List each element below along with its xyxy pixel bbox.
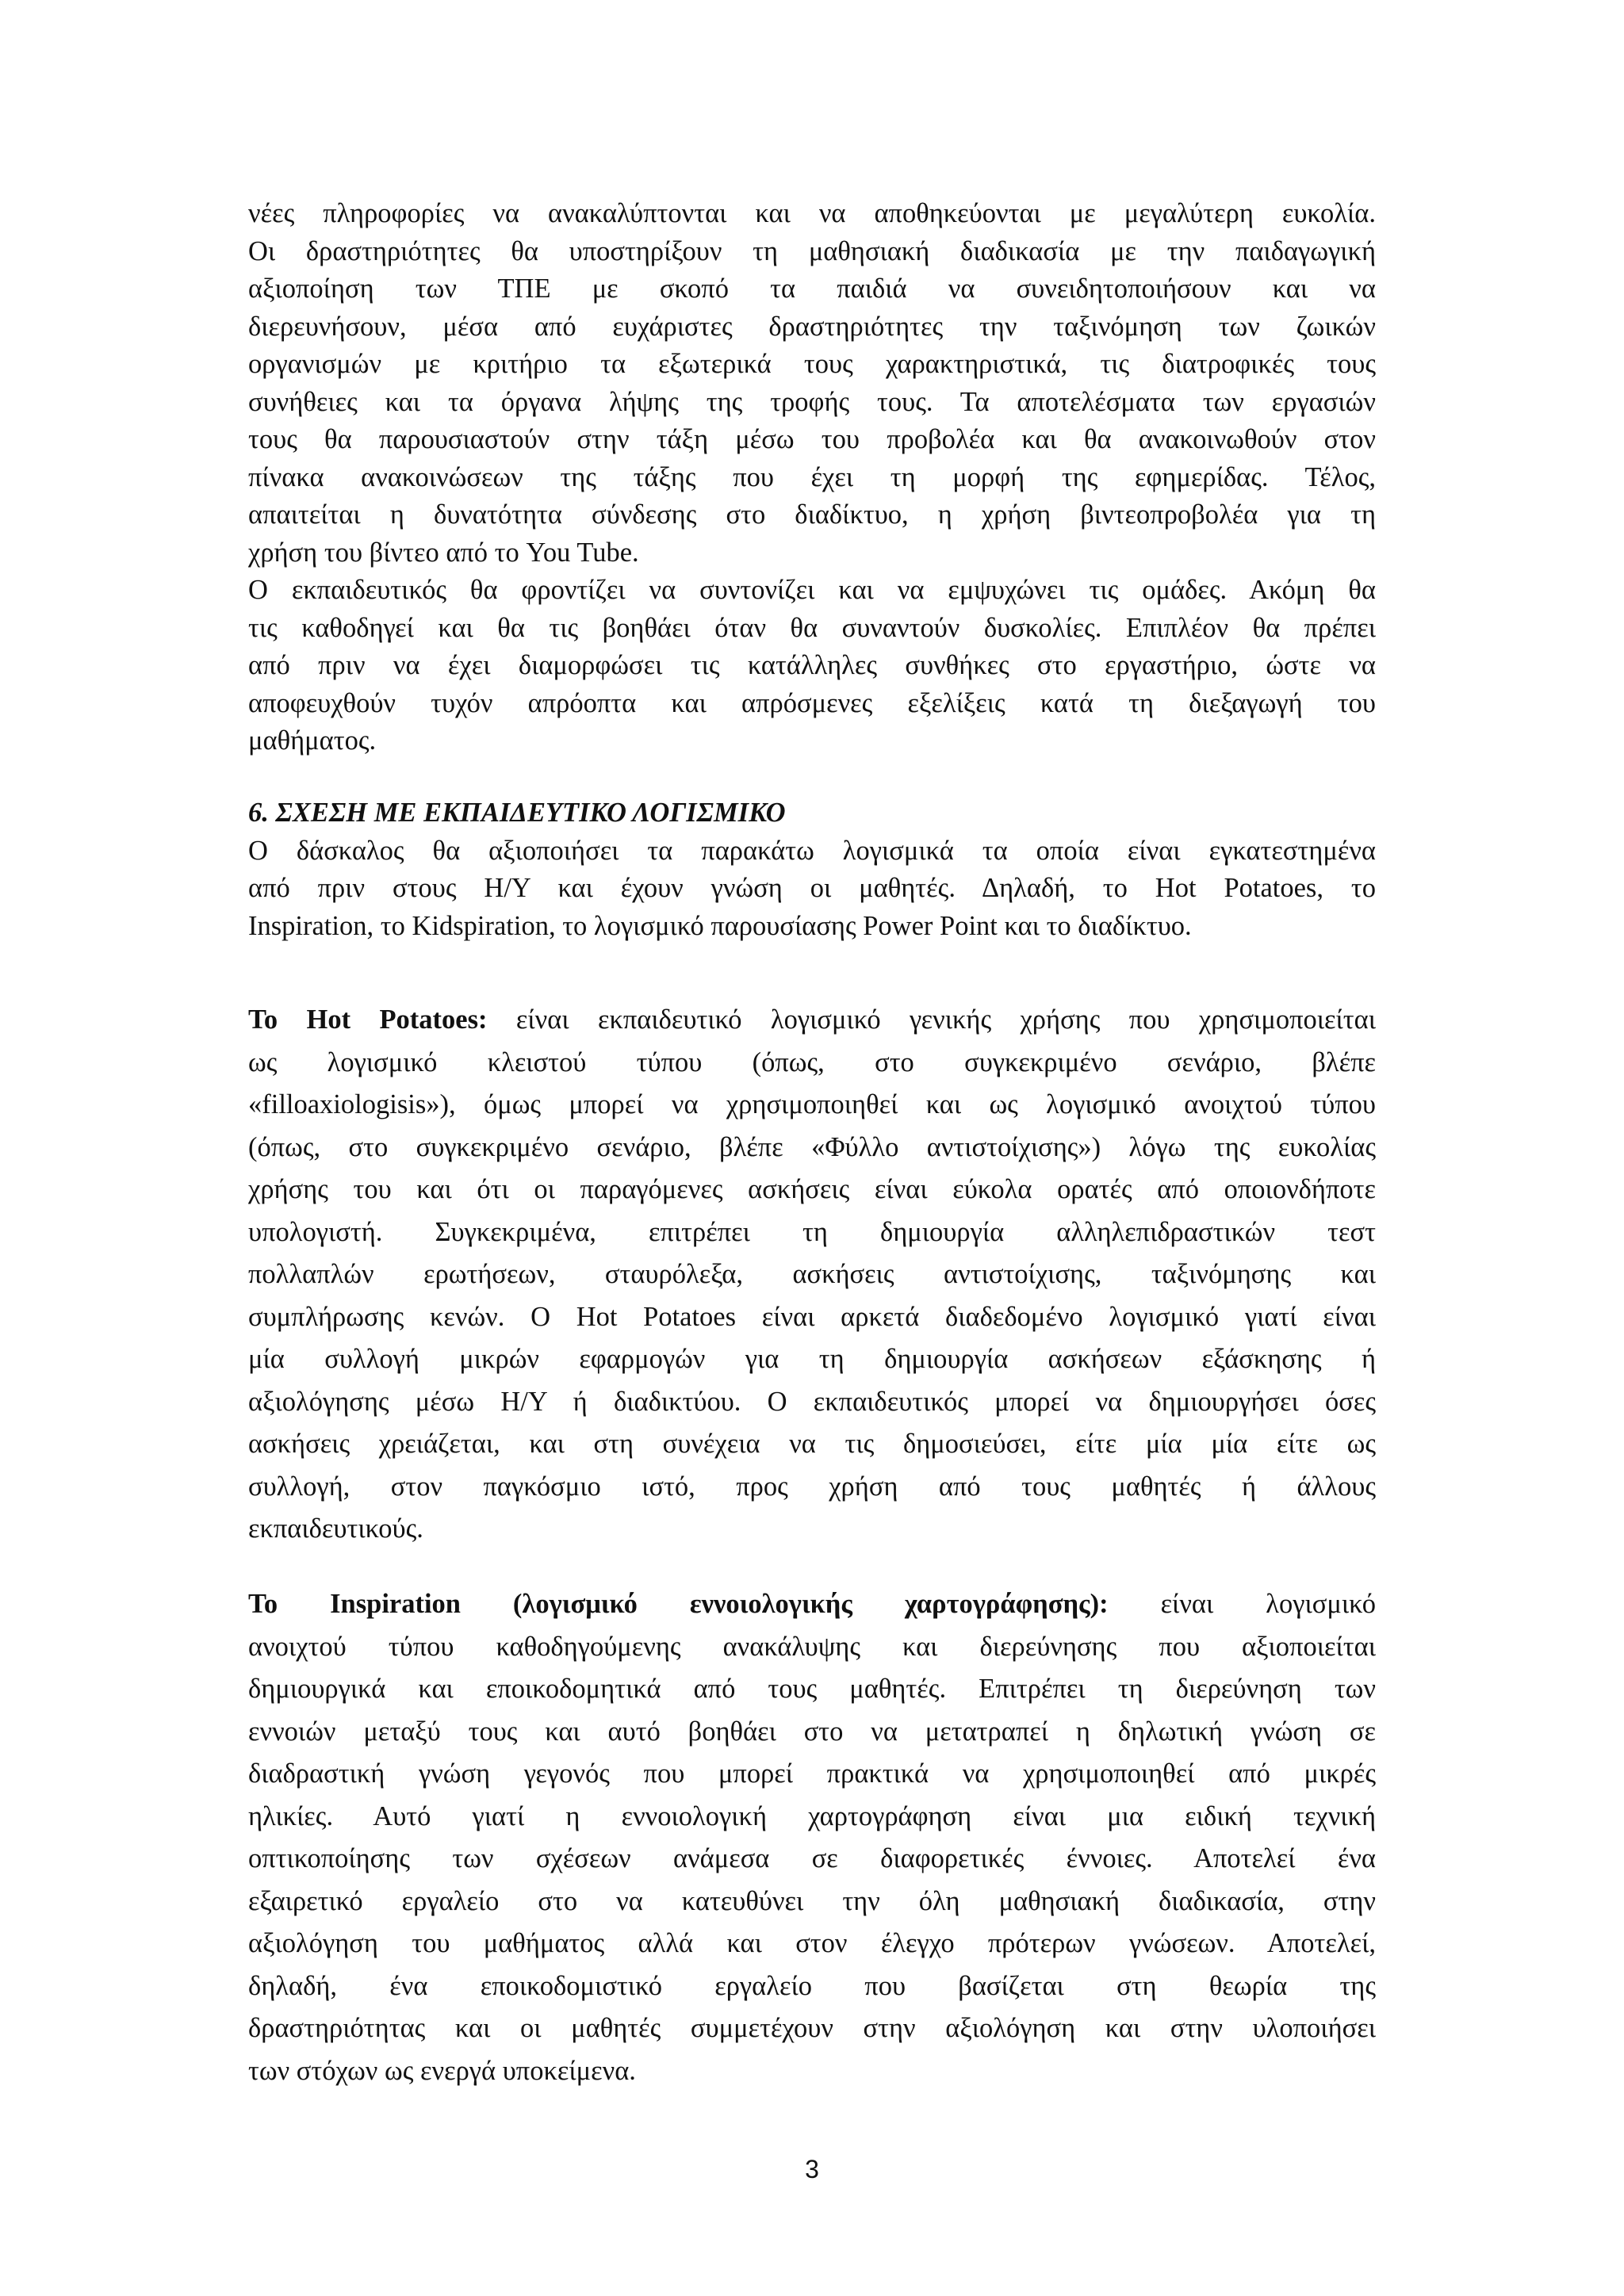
page-number: 3 <box>805 2155 819 2183</box>
text-line: μία συλλογή μικρών εφαρμογών για τη δημιουργία ασκήσεων εξάσκησης ή <box>248 1344 1376 1374</box>
text-line: μαθήματος. <box>248 725 377 756</box>
text-line: των στόχων ως ενεργά υποκείμενα. <box>248 2055 636 2086</box>
text-line: πίνακα ανακοινώσεων της τάξης που έχει τη μορφή της εφημερίδας. Τέλος, <box>248 461 1376 492</box>
intro-block <box>248 195 1376 760</box>
text-line: εκπαιδευτικούς. <box>248 1513 423 1544</box>
text-line: ηλικίες. Αυτό γιατί η εννοιολογική χαρτογράφηση είναι μια ειδική τεχνική <box>248 1800 1376 1831</box>
text-line: εξαιρετικό εργαλείο στο να κατευθύνει την όλη μαθησιακή διαδικασία, στην <box>248 1885 1376 1916</box>
text-line: τις καθοδηγεί και θα τις βοηθάει όταν θα συναντούν δυσκολίες. Επιπλέον θα πρέπει <box>248 612 1376 643</box>
text-line: αξιολόγηση του μαθήματος αλλά και στον έλεγχο πρότερων γνώσεων. Αποτελεί, <box>248 1928 1376 1958</box>
text-line: απαιτείται η δυνατότητα σύνδεσης στο διαδίκτυο, η χρήση βιντεοπροβολέα για τη <box>248 499 1376 530</box>
text-fragment: είναι εκπαιδευτικό λογισμικό γενικής χρήσης που χρησιμοποιείται <box>515 1004 1377 1035</box>
term-inspiration: Το Inspiration (λογισμικό εννοιολογικής χαρτογράφησης): <box>248 1589 1109 1619</box>
text-line: ανοιχτού τύπου καθοδηγούμενης ανακάλυψης και διερεύνησης που αξιοποιείται <box>248 1631 1376 1662</box>
text-line: αξιοποίηση των ΤΠΕ με σκοπό τα παιδιά να συνειδητοποιήσουν και να <box>248 274 1376 304</box>
text-line: συνήθειες και τα όργανα λήψης της τροφής τους. Τα αποτελέσματα των εργασιών <box>248 386 1376 417</box>
text-line <box>248 1583 1376 1626</box>
text-line: αποφευχθούν τυχόν απρόοπτα και απρόσμενες εξελίξεις κατά τη διεξαγωγή του <box>248 687 1376 718</box>
text-line: από πριν να έχει διαμορφώσει τις κατάλληλες συνθήκες στο εργαστήριο, ώστε να <box>248 650 1376 680</box>
text-line: αξιολόγησης μέσω Η/Υ ή διαδικτύου. Ο εκπαιδευτικός μπορεί να δημιουργήσει όσες <box>248 1386 1376 1417</box>
text-line: χρήση του βίντεο από το You Tube. <box>248 537 639 568</box>
text-line: Ο δάσκαλος θα αξιοποιήσει τα παρακάτω λογισμικά τα οποία είναι εγκατεστημένα <box>248 835 1376 866</box>
text-line: διερευνήσουν, μέσα από ευχάριστες δραστηριότητες την ταξινόμηση των ζωικών <box>248 311 1376 342</box>
text-line <box>248 999 1376 1042</box>
term-hot-potatoes: Το Hot Potatoes: <box>248 1004 488 1035</box>
text-fragment: είναι λογισμικό <box>1160 1589 1377 1619</box>
text-line: τους θα παρουσιαστούν στην τάξη μέσω του προβολέα και θα ανακοινωθούν στον <box>248 424 1376 454</box>
hot-potatoes-paragraph <box>248 999 1376 1551</box>
text-line: «filloaxiologisis»), όμως μπορεί να χρησιμοποιηθεί και ως λογισμικό ανοιχτού τύπου <box>248 1089 1376 1119</box>
section-6 <box>248 794 1376 945</box>
text-line: υπολογιστή. Συγκεκριμένα, επιτρέπει τη δημιουργία αλληλεπιδραστικών τεστ <box>248 1216 1376 1247</box>
text-line: (όπως, στο συγκεκριμένο σενάριο, βλέπε «Φύλλο αντιστοίχισης») λόγω της ευκολίας <box>248 1131 1376 1162</box>
text-line: νέες πληροφορίες να ανακαλύπτονται και να αποθηκεύονται με μεγαλύτερη ευκολία. <box>248 198 1376 228</box>
inspiration-paragraph <box>248 1583 1376 2092</box>
text-line: ως λογισμικό κλειστού τύπου (όπως, στο συγκεκριμένο σενάριο, βλέπε <box>248 1047 1376 1077</box>
text-line: οπτικοποίησης των σχέσεων ανάμεσα σε διαφορετικές έννοιες. Αποτελεί ένα <box>248 1843 1376 1873</box>
text-line: εννοιών μεταξύ τους και αυτό βοηθάει στο να μετατραπεί η δηλωτική γνώση σε <box>248 1716 1376 1747</box>
text-line: δημιουργικά και εποικοδομητικά από τους μαθητές. Επιτρέπει τη διερεύνηση των <box>248 1674 1376 1704</box>
text-line: οργανισμών με κριτήριο τα εξωτερικά τους χαρακτηριστικά, τις διατροφικές τους <box>248 349 1376 379</box>
text-line: διαδραστική γνώση γεγονός που μπορεί πρακτικά να χρησιμοποιηθεί από μικρές <box>248 1758 1376 1789</box>
text-line: Inspiration, το Kidspiration, το λογισμικό παρουσίασης Power Point και το διαδίκτυο. <box>248 910 1192 941</box>
section-heading: 6. ΣΧΕΣΗ ΜΕ ΕΚΠΑΙΔΕΥΤΙΚΟ ΛΟΓΙΣΜΙΚΟ <box>248 798 786 828</box>
text-line: πολλαπλών ερωτήσεων, σταυρόλεξα, ασκήσεις αντιστοίχισης, ταξινόμησης και <box>248 1259 1376 1289</box>
text-line: συμπλήρωσης κενών. Ο Hot Potatoes είναι αρκετά διαδεδομένο λογισμικό γιατί είναι <box>248 1301 1376 1332</box>
text-line: από πριν στους Η/Υ και έχουν γνώση οι μαθητές. Δηλαδή, το Hot Potatoes, το <box>248 873 1376 903</box>
text-line: χρήσης του και ότι οι παραγόμενες ασκήσεις είναι εύκολα ορατές από οποιονδήποτε <box>248 1174 1376 1204</box>
text-line: δραστηριότητας και οι μαθητές συμμετέχουν στην αξιολόγηση και στην υλοποιήσει <box>248 2013 1376 2043</box>
text-line: Οι δραστηριότητες θα υποστηρίξουν τη μαθησιακή διαδικασία με την παιδαγωγική <box>248 235 1376 266</box>
text-line: ασκήσεις χρειάζεται, και στη συνέχεια να τις δημοσιεύσει, είτε μία μία είτε ως <box>248 1429 1376 1459</box>
text-line: δηλαδή, ένα εποικοδομιστικό εργαλείο που βασίζεται στη θεωρία της <box>248 1970 1376 2001</box>
text-line: συλλογή, στον παγκόσμιο ιστό, προς χρήση από τους μαθητές ή άλλους <box>248 1471 1376 1502</box>
text-line: Ο εκπαιδευτικός θα φροντίζει να συντονίζει και να εμψυχώνει τις ομάδες. Ακόμη θα <box>248 575 1376 605</box>
